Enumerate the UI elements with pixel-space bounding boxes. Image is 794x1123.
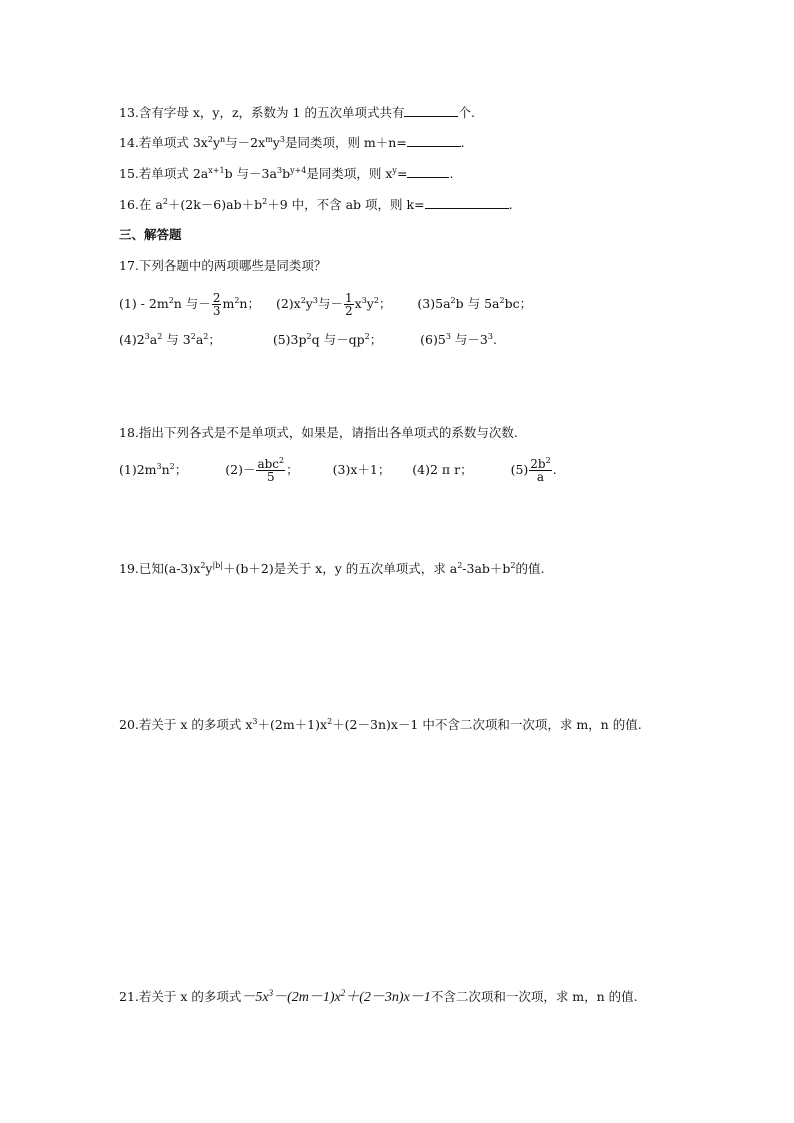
q18-item-5: (5) (510, 462, 529, 477)
q16-answer-blank[interactable] (425, 195, 509, 209)
q19-sup: 2 (200, 561, 206, 570)
fraction-numerator: abc (257, 457, 280, 471)
q15-answer-blank[interactable] (407, 164, 449, 178)
q15-sup: x+1 (208, 166, 225, 175)
q21-sup: 2 (340, 988, 346, 998)
q17-text: 与－ (317, 296, 343, 311)
q14-answer-blank[interactable] (407, 133, 461, 147)
q17-item-5: (5)3p (272, 332, 307, 347)
q20-text: 20.若关于 x 的多项式 x (119, 717, 253, 732)
q20-text: ＋(2－3n)x－1 中不含二次项和一次项，求 m，n 的值. (332, 717, 642, 732)
q17-text: bc； (504, 296, 533, 311)
q17-item-3: (3)5a (417, 296, 451, 311)
q17-item-6: (6)5 (420, 332, 446, 347)
q17-sup: 3 (361, 296, 367, 305)
q18-sup: 2 (169, 462, 175, 471)
question-17-row-1 (119, 292, 532, 317)
question-15 (119, 164, 453, 183)
q19-sup: 2 (510, 561, 516, 570)
q17-text: n 与－ (173, 296, 211, 311)
q18-text: . (552, 462, 557, 477)
question-17-title: 17.下列各题中的两项哪些是同类项？ (119, 258, 327, 273)
q17-text: n； (239, 296, 260, 311)
q13-answer-blank[interactable] (404, 103, 458, 117)
fraction-numerator: 2 (212, 291, 221, 305)
q14-text: 14.若单项式 3x (119, 135, 208, 150)
q16-text: ＋9 中，不含 ab 项，则 k= (267, 197, 425, 212)
question-18-title: 18.指出下列各式是不是单项式，如果是，请指出各单项式的系数与次数. (119, 425, 518, 440)
q15-sup: 3 (276, 166, 283, 175)
q19-text: ＋(b＋2)是关于 x，y 的五次单项式，求 a (222, 561, 458, 576)
q17-text: ； (208, 332, 221, 347)
q19-text: y (205, 561, 213, 576)
fraction-numerator: 1 (344, 291, 353, 305)
q21-sup: 3 (268, 988, 274, 998)
fraction (529, 458, 551, 483)
q17-text: ； (369, 332, 383, 347)
question-14 (119, 133, 465, 152)
section-heading: 三、解答题 (119, 227, 182, 242)
q17-text: a (195, 332, 204, 347)
q17-text: m (222, 296, 235, 311)
q17-item-1: (1) - 2m (119, 296, 169, 311)
q17-sup: 3 (144, 332, 150, 341)
q14-sup: 3 (279, 135, 285, 144)
q13-end: 个. (458, 105, 475, 120)
q17-text: x (354, 296, 362, 311)
q14-text: y (272, 135, 280, 150)
q17-text: b 与 5a (455, 296, 500, 311)
q15-text: b 与－3a (224, 166, 277, 181)
q19-sup: |b| (212, 561, 223, 570)
q15-text: 是同类项，则 x (306, 166, 393, 181)
q15-text: b (282, 166, 291, 181)
q18-item-3: (3)x＋1； (332, 462, 391, 477)
q15-sup: y+4 (290, 166, 307, 175)
q16-text: ＋(2k－6)ab＋b (167, 197, 263, 212)
q17-sup: 2 (203, 332, 209, 341)
q21-text: 不含二次项和一次项，求 m，n 的值. (430, 989, 638, 1004)
q18-text: ； (174, 462, 188, 477)
q17-sup: 2 (300, 296, 306, 305)
q13-text: 13.含有字母 x，y，z，系数为 1 的五次单项式共有 (119, 105, 405, 120)
fraction-denominator: a (536, 470, 545, 484)
q17-sup: 3 (312, 296, 318, 305)
q14-sup: 2 (207, 135, 213, 144)
q16-sup: 2 (162, 197, 168, 206)
question-17-row-2 (119, 331, 497, 349)
q17-sup: 2 (234, 296, 240, 305)
q16-sup: 2 (262, 197, 268, 206)
question-16 (119, 195, 513, 214)
q17-sup: 2 (190, 332, 196, 341)
fraction (212, 292, 222, 317)
question-20 (119, 716, 642, 734)
q17-sup: 3 (487, 332, 493, 341)
q18-item-1: (1)2m (119, 462, 157, 477)
q21-math: ＋(2－3n)x－1 (345, 990, 431, 1005)
q21-math: －(2m－1)x (273, 990, 341, 1005)
q15-text: = (396, 166, 408, 181)
q20-sup: 3 (252, 717, 258, 726)
q15-sup: y (392, 166, 397, 175)
q18-sup: 2 (279, 456, 285, 465)
q17-text: . (492, 332, 497, 347)
q21-text: 21.若关于 x 的多项式 (119, 989, 242, 1004)
question-21 (119, 988, 638, 1007)
q17-text: ； (378, 296, 392, 311)
q17-sup: 2 (499, 296, 505, 305)
q18-sup: 3 (156, 462, 162, 471)
q17-text: y (305, 296, 313, 311)
q17-sup: 2 (364, 332, 370, 341)
q20-sup: 2 (327, 717, 333, 726)
q18-sup: 2 (545, 456, 551, 465)
question-18-items (119, 458, 557, 483)
q18-item-2: (2)－ (225, 462, 256, 477)
q17-item-4: (4)2 (119, 332, 145, 347)
q17-text: 与 3 (162, 332, 191, 347)
q21-math: －5x (241, 990, 269, 1005)
q14-end: . (460, 135, 465, 150)
question-19 (119, 560, 545, 578)
q17-text: 与－3 (450, 332, 488, 347)
q14-text: y (212, 135, 221, 150)
q14-sup: m (265, 135, 273, 144)
q19-text: -3ab＋b (462, 561, 511, 576)
q17-text: q 与－qp (311, 332, 365, 347)
q16-end: . (508, 197, 513, 212)
q14-sup: n (220, 135, 226, 144)
q19-text: 19.已知(a-3)x (119, 561, 201, 576)
q17-sup: 2 (373, 296, 379, 305)
fraction (344, 292, 354, 317)
fraction-denominator: 5 (266, 470, 275, 484)
q19-text: 的值. (515, 561, 545, 576)
q16-text: 16.在 a (119, 197, 163, 212)
q15-end: . (449, 166, 454, 181)
fraction (256, 458, 285, 483)
q17-text: y (366, 296, 374, 311)
q17-sup: 2 (157, 332, 163, 341)
q14-text: 与－2x (225, 135, 266, 150)
question-13 (119, 103, 475, 122)
q17-sup: 2 (306, 332, 312, 341)
fraction-denominator: 3 (212, 304, 221, 318)
q18-text: n (161, 462, 170, 477)
q20-text: ＋(2m＋1)x (257, 717, 328, 732)
q19-sup: 2 (457, 561, 463, 570)
q18-text: ； (286, 462, 299, 477)
fraction-numerator: 2b (530, 457, 546, 471)
fraction-denominator: 2 (344, 304, 353, 318)
q17-sup: 2 (450, 296, 456, 305)
q17-sup: 2 (168, 296, 174, 305)
q17-item-2: (2)x (275, 296, 301, 311)
q18-item-4: (4)2 π r； (412, 462, 473, 477)
q14-text: 是同类项，则 m＋n= (284, 135, 407, 150)
q15-text: 15.若单项式 2a (119, 166, 209, 181)
q17-sup: 3 (445, 332, 451, 341)
q17-text: a (149, 332, 158, 347)
